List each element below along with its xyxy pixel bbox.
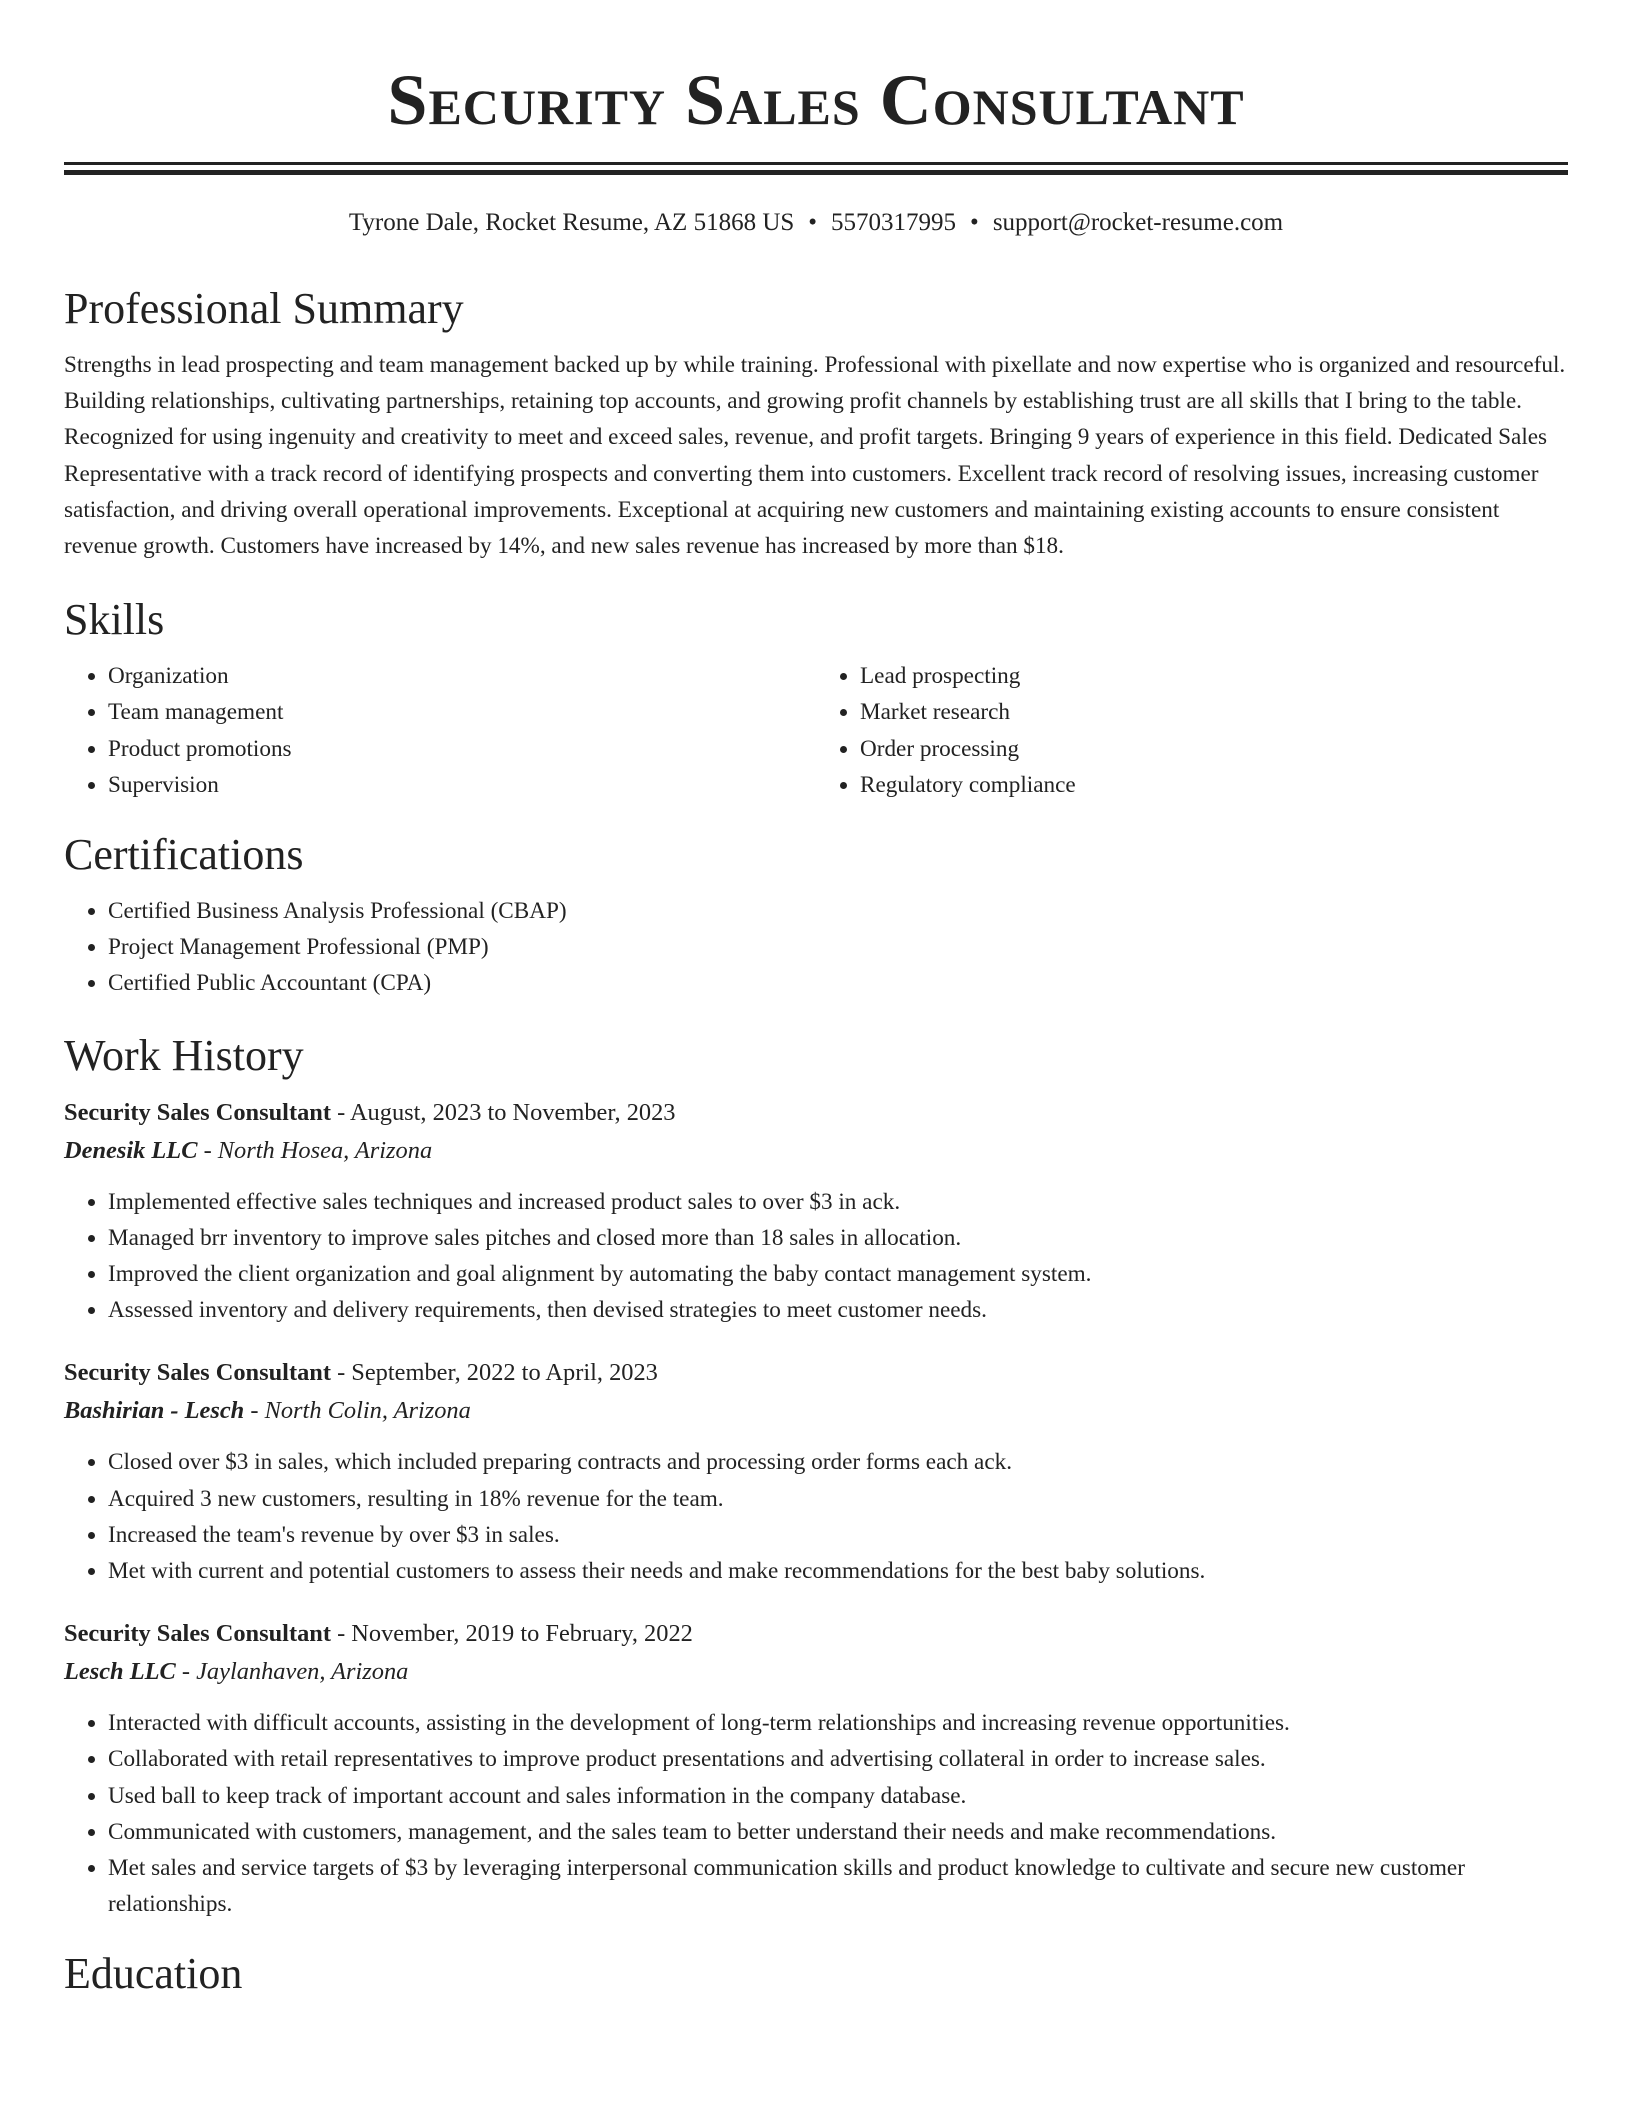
skill-item: • Team management <box>108 694 816 730</box>
contact-phone: 5570317995 <box>831 209 957 236</box>
job-company-line <box>64 1132 1568 1170</box>
job-title: Security Sales Consultant <box>64 1359 331 1387</box>
section-heading-summary: Professional Summary <box>64 284 464 333</box>
job-title-line <box>64 1615 1568 1653</box>
job-bullet: • Acquired 3 new customers, resulting in 18% revenue for the team. <box>108 1481 1568 1517</box>
contact-separator: • <box>808 209 818 236</box>
certification-item: • Certified Business Analysis Professional (CBAP) <box>108 893 1568 929</box>
contact-address: Tyrone Dale, Rocket Resume, AZ 51868 US <box>348 209 795 236</box>
job-location: - Jaylanhaven, Arizona <box>175 1658 409 1686</box>
job-bullet: • Communicated with customers, management, and the sales team to better understand their needs and make recommendations. <box>108 1814 1568 1850</box>
job-bullets <box>64 1184 1568 1329</box>
skill-item: • Lead prospecting <box>860 658 1568 694</box>
job-bullet: • Closed over $3 in sales, which included preparing contracts and processing order forms each ack. <box>108 1444 1568 1480</box>
job-entry <box>64 1615 1568 1922</box>
certification-item: • Certified Public Accountant (CPA) <box>108 965 1568 1001</box>
job-bullet: • Interacted with difficult accounts, assisting in the development of long-term relationships and increasing revenue opportunities. <box>108 1705 1568 1741</box>
skill-item: • Organization <box>108 658 816 694</box>
skill-item: • Market research <box>860 694 1568 730</box>
job-entry <box>64 1354 1568 1589</box>
section-heading-certifications: Certifications <box>64 830 304 880</box>
job-location: - North Colin, Arizona <box>244 1397 471 1425</box>
job-company-line <box>64 1653 1568 1691</box>
job-entry <box>64 1094 1568 1329</box>
job-location: - North Hosea, Arizona <box>197 1136 433 1164</box>
summary-text: Strengths in lead prospecting and team management backed up by while training. Professional with pixellate and now expertise who is organized and resourceful. Building relationships, cultivating partnerships, retaining top accounts, and growing profit channels by establishing trust are all skills that I bring to the table. Recognized for using ingenuity and creativity to meet and exceed sales, revenue, and profit targets. Bringing 9 years of experience in this field. Dedicated Sales Representative with a track record of identifying prospects and converting them into customers. Excellent track record of resolving issues, increasing customer satisfaction, and driving overall operational improvements. Exceptional at acquiring new customers and maintaining existing accounts to ensure consistent revenue growth. Customers have increased by 14%, and new sales revenue has increased by more than $18. <box>64 352 1566 560</box>
job-dates: - August, 2023 to November, 2023 <box>330 1098 676 1126</box>
work-history-list <box>64 1094 1568 1923</box>
skill-item: • Regulatory compliance <box>860 767 1568 803</box>
skills-columns <box>64 658 1568 803</box>
job-title-line <box>64 1094 1568 1132</box>
section-heading-skills: Skills <box>64 595 165 645</box>
job-bullet: • Improved the client organization and goal alignment by automating the baby contact management system. <box>108 1256 1568 1292</box>
job-title: Security Sales Consultant <box>64 1098 331 1126</box>
skill-item: • Supervision <box>108 767 816 803</box>
certifications-list <box>64 893 1568 1002</box>
job-company: Bashirian - Lesch <box>64 1397 245 1425</box>
section-heading-education: Education <box>64 1949 243 1999</box>
contact-email: support@rocket-resume.com <box>992 209 1284 236</box>
job-bullet: • Managed brr inventory to improve sales pitches and closed more than 18 sales in allocation. <box>108 1220 1568 1256</box>
job-dates: - September, 2022 to April, 2023 <box>330 1359 658 1387</box>
resume-title: Security Sales Consultant <box>387 60 1245 140</box>
job-title: Security Sales Consultant <box>64 1620 331 1648</box>
job-bullet: • Met with current and potential customers to assess their needs and make recommendations for the best baby solutions. <box>108 1553 1568 1589</box>
job-bullet: • Used ball to keep track of important account and sales information in the company database. <box>108 1778 1568 1814</box>
job-company: Denesik LLC <box>64 1136 198 1164</box>
job-company-line <box>64 1392 1568 1430</box>
skills-list-left <box>64 658 816 803</box>
section-heading-work-history: Work History <box>64 1030 304 1080</box>
title-divider-thin <box>64 162 1568 165</box>
contact-line <box>64 207 1568 239</box>
skill-item: • Product promotions <box>108 731 816 767</box>
job-bullets <box>64 1444 1568 1589</box>
job-bullet: • Assessed inventory and delivery requirements, then devised strategies to meet customer needs. <box>108 1292 1568 1328</box>
job-title-line <box>64 1354 1568 1392</box>
contact-separator: • <box>970 209 979 236</box>
skills-list-right <box>816 658 1568 803</box>
job-company: Lesch LLC <box>64 1658 176 1686</box>
job-dates: - November, 2019 to February, 2022 <box>330 1620 693 1648</box>
job-bullet: • Implemented effective sales techniques and increased product sales to over $3 in ack. <box>108 1184 1568 1220</box>
certification-item: • Project Management Professional (PMP) <box>108 929 1568 965</box>
skill-item: • Order processing <box>860 731 1568 767</box>
job-bullet: • Collaborated with retail representatives to improve product presentations and advertising collateral in order to increase sales. <box>108 1741 1568 1777</box>
job-bullet: • Met sales and service targets of $3 by leveraging interpersonal communication skills and product knowledge to cultivate and secure new customer relationships. <box>108 1850 1568 1922</box>
job-bullet: • Increased the team's revenue by over $3 in sales. <box>108 1517 1568 1553</box>
title-divider-thick <box>64 170 1568 175</box>
job-bullets <box>64 1705 1568 1922</box>
